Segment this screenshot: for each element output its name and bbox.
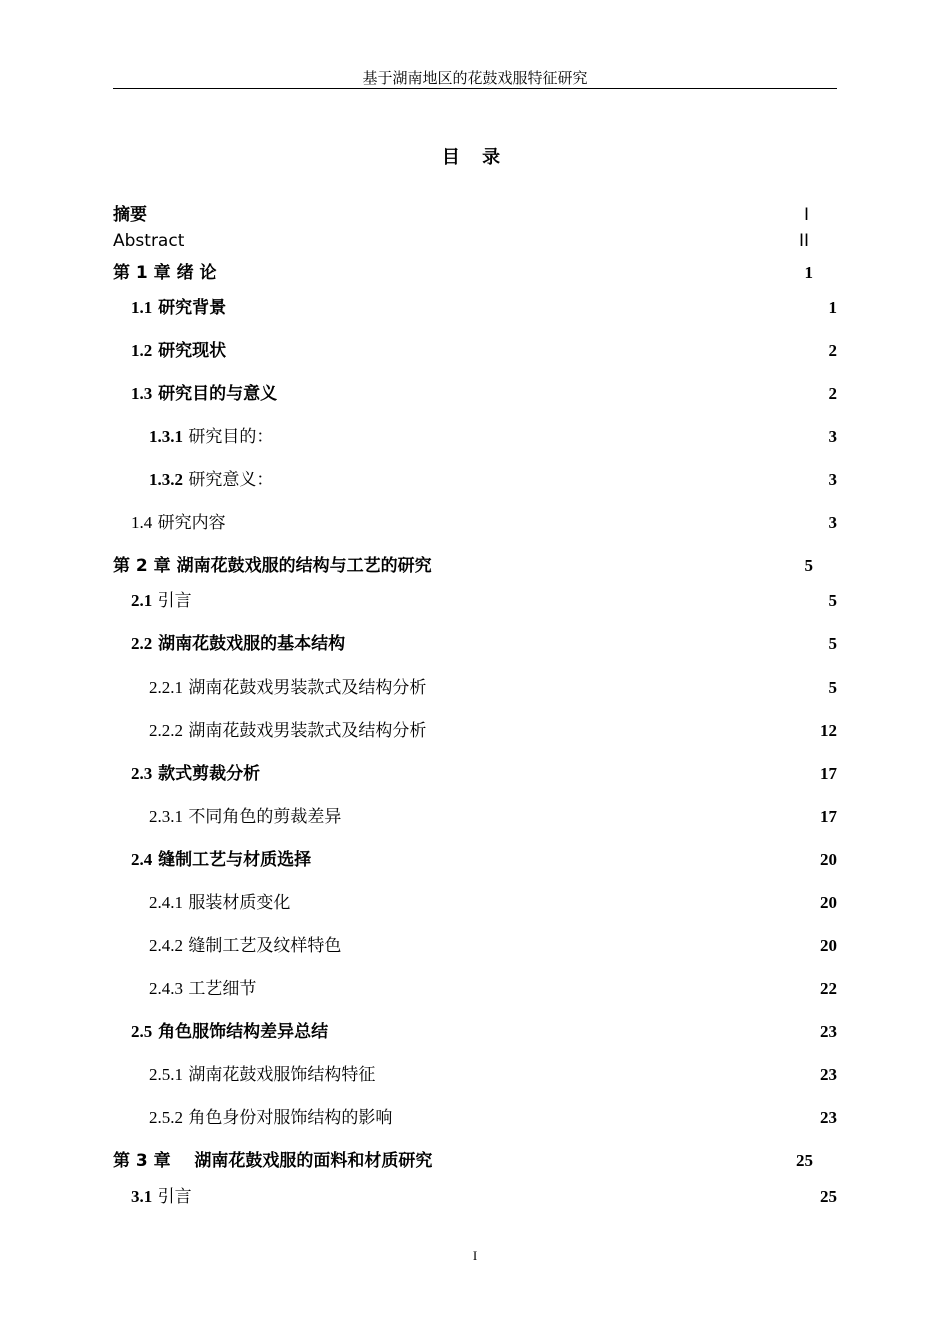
toc-entry-chapter-1[interactable] xyxy=(113,260,837,286)
toc-entry-page: 23 xyxy=(820,1065,837,1084)
toc-entry-page: 23 xyxy=(820,1108,837,1127)
toc-entry-abstract-en[interactable] xyxy=(113,228,837,254)
toc-entry-2-4[interactable] xyxy=(113,847,837,873)
toc-entry-page: 25 xyxy=(796,1151,813,1170)
page-number: I xyxy=(472,1248,478,1263)
toc-entry-chapter-2[interactable] xyxy=(113,553,837,579)
toc-entry-label xyxy=(131,761,260,787)
toc-entry-prefix: 2.4.3 xyxy=(149,979,183,998)
toc-entry-label xyxy=(113,260,217,286)
toc-entry-label xyxy=(131,510,226,536)
toc-entry-prefix: 1.3.1 xyxy=(149,427,183,446)
toc-entry-label xyxy=(131,1184,192,1210)
toc-entry-2-2-1[interactable] xyxy=(113,675,837,701)
toc-entry-page: 20 xyxy=(820,936,837,955)
toc-entry-2-4-1[interactable] xyxy=(113,890,837,916)
toc-entry-page: 22 xyxy=(820,979,837,998)
toc-entry-1-3-2[interactable] xyxy=(113,467,837,493)
toc-entry-prefix: 1.4 xyxy=(131,513,153,532)
toc-entry-title: 研究目的： xyxy=(183,427,274,447)
toc-entry-prefix: 1.3.2 xyxy=(149,470,183,489)
toc-entry-title: 角色服饰结构差异总结 xyxy=(152,1022,329,1042)
toc-entry-chapter-3[interactable] xyxy=(113,1148,837,1174)
toc-entry-prefix: 2.5.1 xyxy=(149,1065,183,1084)
toc-entry-label xyxy=(113,553,432,579)
toc-entry-title: 湖南花鼓戏服饰结构特征 xyxy=(183,1065,376,1085)
toc-entry-2-5-1[interactable] xyxy=(113,1062,837,1088)
toc-entry-label: 摘要 xyxy=(113,205,147,225)
toc-entry-label xyxy=(149,976,256,1002)
toc-entry-page: 20 xyxy=(820,893,837,912)
toc-entry-prefix: 2.3 xyxy=(131,764,153,783)
toc-entry-prefix: 第 3 章 xyxy=(113,1151,171,1171)
toc-entry-title: 研究意义： xyxy=(183,470,274,490)
toc-entry-label xyxy=(149,1062,375,1088)
toc-entry-title: 引言 xyxy=(152,1187,192,1207)
toc-entry-1-1[interactable] xyxy=(113,295,837,321)
toc-entry-page: 3 xyxy=(828,427,837,446)
toc-entry-page: 2 xyxy=(828,384,837,403)
toc-entry-page: 25 xyxy=(820,1187,837,1206)
toc-entry-prefix: 2.2 xyxy=(131,634,153,653)
toc-entry-label xyxy=(149,890,290,916)
toc-entry-title: 绪 论 xyxy=(170,263,217,283)
toc-entry-label xyxy=(131,631,345,657)
toc-entry-2-2-2[interactable] xyxy=(113,718,837,744)
toc-title: 目 录 xyxy=(441,147,509,168)
toc-entry-page: 5 xyxy=(828,591,837,610)
toc-entry-title: 角色身份对服饰结构的影响 xyxy=(183,1108,393,1128)
toc-entry-label xyxy=(131,588,192,614)
toc-entry-label xyxy=(149,933,341,959)
toc-entry-label xyxy=(149,718,426,744)
toc-entry-3-1[interactable] xyxy=(113,1184,837,1210)
toc-entry-prefix: 第 1 章 xyxy=(113,263,171,283)
toc-entry-prefix: 1.3 xyxy=(131,384,153,403)
toc-entry-title: 缝制工艺及纹样特色 xyxy=(183,936,342,956)
toc-entry-title: 引言 xyxy=(152,591,192,611)
toc-entry-page: 5 xyxy=(828,678,837,697)
toc-entry-page: I xyxy=(803,205,809,225)
toc-entry-prefix: 2.4.2 xyxy=(149,936,183,955)
toc-entry-page: 17 xyxy=(820,807,837,826)
toc-entry-page: 12 xyxy=(820,721,837,740)
toc-entry-2-2[interactable] xyxy=(113,631,837,657)
toc-entry-prefix: 1.2 xyxy=(131,341,153,360)
toc-entry-label xyxy=(131,381,277,407)
toc-entry-prefix: 2.5 xyxy=(131,1022,153,1041)
toc-entry-title: 缝制工艺与材质选择 xyxy=(152,850,312,870)
toc-entry-title: 研究现状 xyxy=(152,341,227,361)
toc-entry-title: 研究目的与意义 xyxy=(152,384,278,404)
toc-entry-1-2[interactable] xyxy=(113,338,837,364)
toc-entry-label xyxy=(149,804,341,830)
toc-entry-title: 款式剪裁分析 xyxy=(152,764,261,784)
toc-entry-page: 23 xyxy=(820,1022,837,1041)
toc-entry-2-3-1[interactable] xyxy=(113,804,837,830)
toc-entry-prefix: 2.2.1 xyxy=(149,678,183,697)
toc-entry-2-3[interactable] xyxy=(113,761,837,787)
toc-entry-label xyxy=(149,1105,392,1131)
toc-entry-prefix: 2.5.2 xyxy=(149,1108,183,1127)
toc-entry-title: 湖南花鼓戏服的基本结构 xyxy=(152,634,346,654)
toc-entry-abstract-cn[interactable] xyxy=(113,202,837,228)
toc-entry-label xyxy=(149,467,273,493)
toc-entry-page: 2 xyxy=(828,341,837,360)
toc-entry-title: 研究背景 xyxy=(152,298,227,318)
toc-entry-prefix: 第 2 章 xyxy=(113,556,171,576)
toc-entry-2-5[interactable] xyxy=(113,1019,837,1045)
toc-entry-2-4-2[interactable] xyxy=(113,933,837,959)
toc-entry-title: 服装材质变化 xyxy=(183,893,291,913)
toc-entry-title: 研究内容 xyxy=(152,513,226,533)
toc-entry-title: 湖南花鼓戏男装款式及结构分析 xyxy=(183,721,427,741)
toc-entry-label xyxy=(131,847,311,873)
toc-entry-label xyxy=(149,675,426,701)
toc-entry-page: 5 xyxy=(804,556,813,575)
toc-entry-title: 工艺细节 xyxy=(183,979,257,999)
toc-entry-title: 湖南花鼓戏服的结构与工艺的研究 xyxy=(170,556,432,576)
toc-entry-prefix: 2.4.1 xyxy=(149,893,183,912)
toc-entry-1-4[interactable] xyxy=(113,510,837,536)
toc-entry-title: 湖南花鼓戏服的面料和材质研究 xyxy=(170,1151,433,1171)
running-header: 基于湖南地区的花鼓戏服特征研究 xyxy=(362,69,588,87)
toc-entry-prefix: 3.1 xyxy=(131,1187,153,1206)
toc-entry-page: 17 xyxy=(820,764,837,783)
toc-entry-page: 1 xyxy=(828,298,837,317)
toc-entry-label: Abstract xyxy=(113,231,185,251)
toc-entry-2-4-3[interactable] xyxy=(113,976,837,1002)
toc-entry-label xyxy=(113,1148,432,1174)
toc-entry-prefix: 2.4 xyxy=(131,850,153,869)
toc-entry-page: II xyxy=(798,231,809,251)
toc-entry-title: 湖南花鼓戏男装款式及结构分析 xyxy=(183,678,427,698)
toc-entry-label xyxy=(131,338,226,364)
toc-entry-label xyxy=(149,424,273,450)
toc-entry-page: 1 xyxy=(804,263,813,282)
toc-entry-1-3-1[interactable] xyxy=(113,424,837,450)
toc-entry-prefix: 2.2.2 xyxy=(149,721,183,740)
toc-entry-label xyxy=(131,1019,328,1045)
header-rule xyxy=(113,88,837,89)
toc-entry-page: 3 xyxy=(828,513,837,532)
toc-entry-page: 20 xyxy=(820,850,837,869)
toc-entry-page: 3 xyxy=(828,470,837,489)
toc-entry-2-5-2[interactable] xyxy=(113,1105,837,1131)
toc-entry-2-1[interactable] xyxy=(113,588,837,614)
toc-entry-prefix: 1.1 xyxy=(131,298,153,317)
toc-entry-1-3[interactable] xyxy=(113,381,837,407)
toc-entry-prefix: 2.1 xyxy=(131,591,153,610)
toc-entry-page: 5 xyxy=(828,634,837,653)
toc-entry-title: 不同角色的剪裁差异 xyxy=(183,807,342,827)
toc-entry-prefix: 2.3.1 xyxy=(149,807,183,826)
toc-entry-label xyxy=(131,295,226,321)
